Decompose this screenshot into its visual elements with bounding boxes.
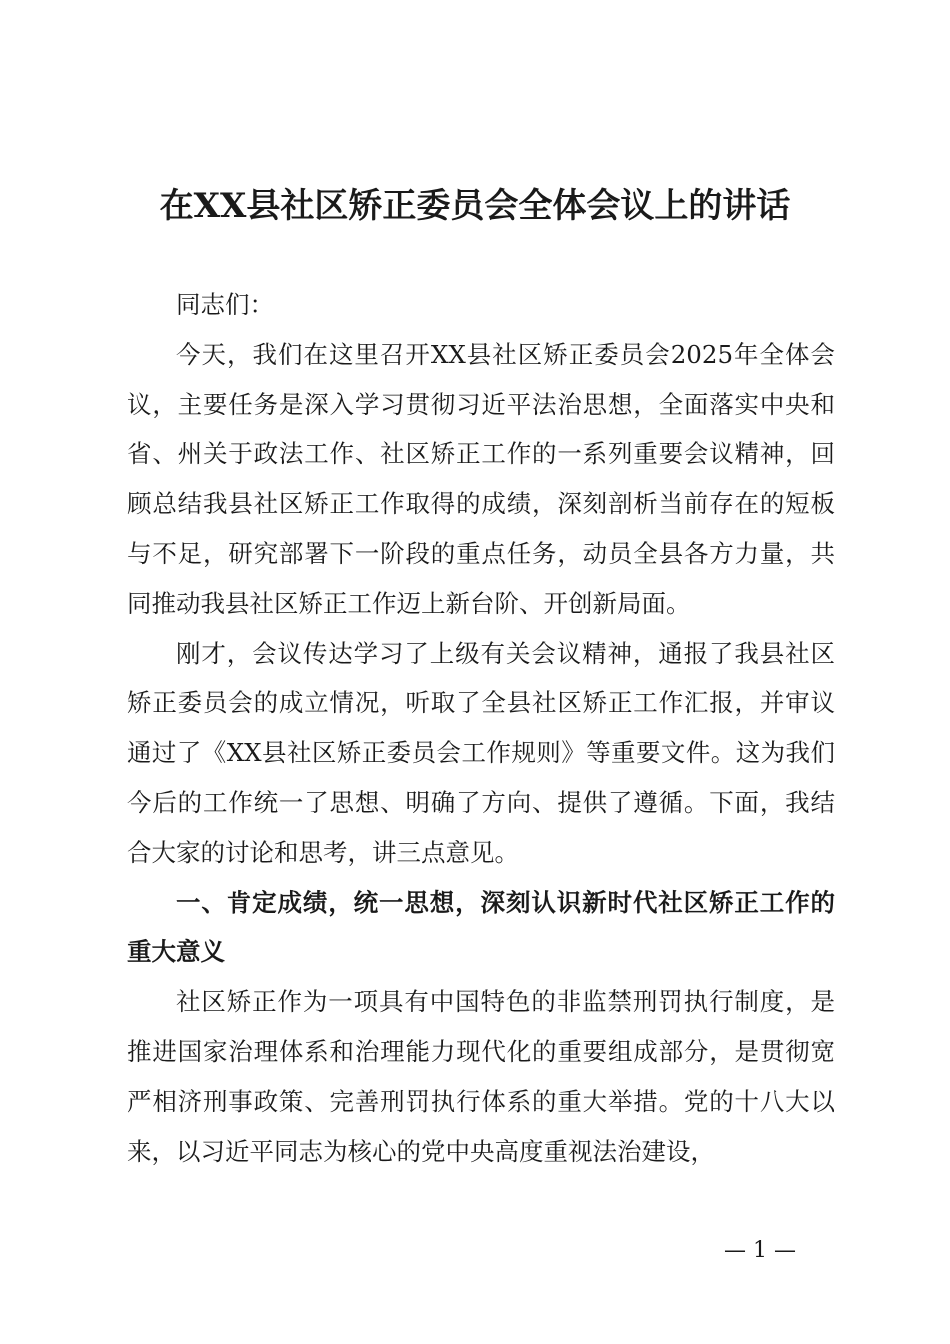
salutation: 同志们： (176, 290, 274, 319)
paragraph-section-1: 社区矫正作为一项具有中国特色的非监禁刑罚执行制度，是推进国家治理体系和治理能力现代化的重要组成部分，是贯彻宽严相济刑事政策、完善刑罚执行体系的重大举措。党的十八大以来，以习近平同志为核心的党中央高度重视法治建设， (127, 987, 835, 1166)
section-heading-1: 一、肯定成绩，统一思想，深刻认识新时代社区矫正工作的重大意义 (127, 887, 835, 967)
document-body (127, 280, 835, 1176)
paragraph-intro: 今天，我们在这里召开XX县社区矫正委员会2025年全体会议，主要任务是深入学习贯彻习近平法治思想，全面落实中央和省、州关于政法工作、社区矫正工作的一系列重要会议精神，回顾总结我县社区矫正工作取得的成绩，深刻剖析当前存在的短板与不足，研究部署下一阶段的重点任务，动员全县各方力量，共同推动我县社区矫正工作迈上新台阶、开创新局面。 (127, 339, 835, 618)
document-title: 在XX县社区矫正委员会全体会议上的讲话 (159, 186, 791, 226)
paragraph-summary: 刚才，会议传达学习了上级有关会议精神，通报了我县社区矫正委员会的成立情况，听取了全县社区矫正工作汇报，并审议通过了《XX县社区矫正委员会工作规则》等重要文件。这为我们今后的工作统一了思想、明确了方向、提供了遵循。下面，我结合大家的讨论和思考，讲三点意见。 (127, 638, 835, 867)
page-number: — 1 — (724, 1238, 796, 1263)
